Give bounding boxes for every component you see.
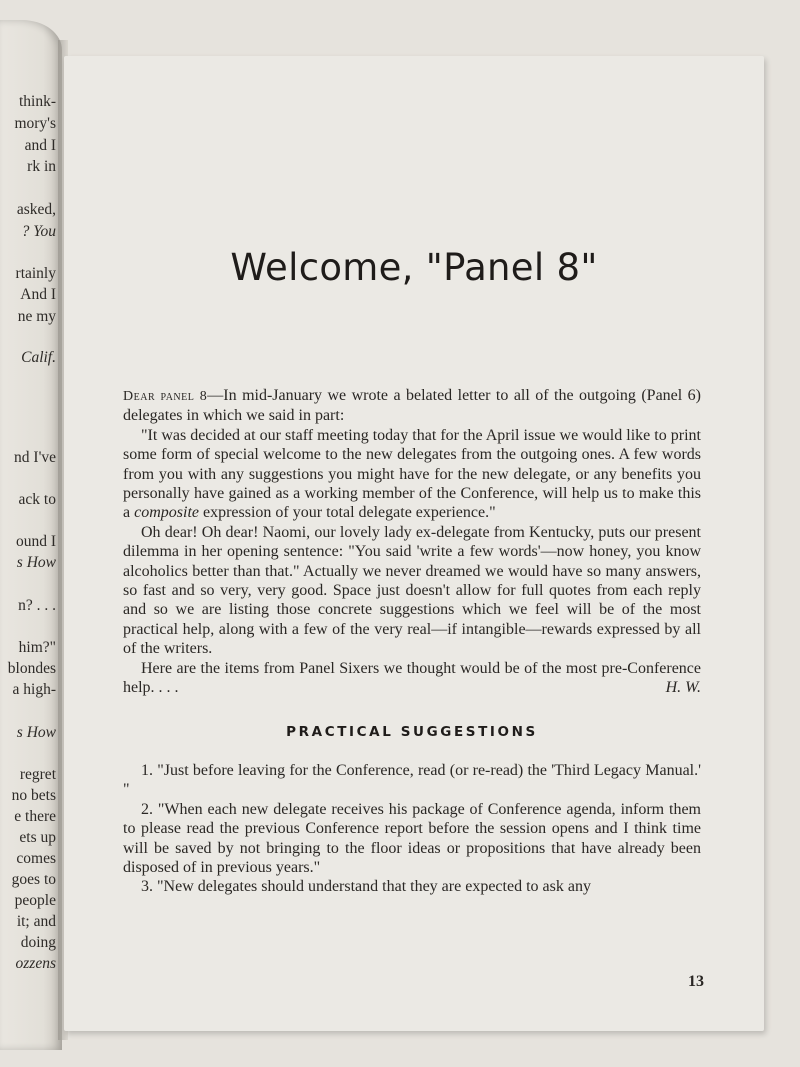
article-body	[123, 386, 701, 897]
previous-page-line: it; and	[16, 913, 56, 930]
quote-text: "It was decided at our staff meeting today that for the April issue we would like to print some form of special welcome to the new delegates from the outgoing ones. A few words from you with any suggestions you might have for the new delegate, or any benefits you personally have gained as a working member of the Conference, will help us to make this a	[123, 426, 701, 522]
previous-page-line: s How	[16, 724, 56, 741]
previous-page-line: rtainly	[15, 265, 56, 282]
paragraph-quote	[123, 426, 701, 523]
paragraph-naomi: Oh dear! Oh dear! Naomi, our lovely lady ex-delegate from Kentucky, puts our present dilemma in her opening sentence: "You said 'write a few words'—now honey, you know alcoholics better than that." Actually we never dreamed we would have so many answers, so fast and so very, very good. Space just doesn't allow for full quotes from each reply and so we are listing those concrete suggestions which we feel will be of the most practical help, along with a few of the very real—if intangible—rewards expressed by all of the writers.	[123, 523, 701, 658]
previous-page-line: doing	[20, 934, 56, 951]
page-number: 13	[688, 973, 704, 990]
page-title: Welcome, "Panel 8"	[230, 246, 598, 289]
previous-page-line: rk in	[27, 158, 56, 175]
previous-page-line: Calif.	[21, 349, 56, 366]
intro-text: —In mid-January we wrote a belated letter to all of the outgoing (Panel 6) delegates in which we said in part:	[123, 387, 701, 425]
paragraph-intro	[123, 386, 701, 426]
previous-page-line: n? . . .	[18, 597, 56, 614]
previous-page-line: ets up	[19, 829, 56, 846]
previous-page-line: ack to	[18, 491, 56, 508]
previous-page-line: ? You	[21, 223, 56, 240]
previous-page-line: people	[14, 892, 56, 909]
salutation: Dear panel 8	[123, 389, 208, 404]
suggestion-item-1: 1. "Just before leaving for the Conference, read (or re-read) the 'Third Legacy Manual.' "	[123, 761, 701, 799]
paragraph-items-intro	[123, 659, 701, 698]
previous-page-line: goes to	[11, 871, 56, 888]
previous-page-line: And I	[20, 286, 56, 303]
previous-page-line: blondes	[7, 660, 56, 677]
previous-page-line: ozzens	[15, 955, 56, 972]
previous-page-line: him?"	[18, 639, 56, 656]
previous-page-line: e there	[14, 808, 56, 825]
previous-page-line: ne my	[17, 308, 56, 325]
suggestion-item-2: 2. "When each new delegate receives his package of Conference agenda, inform them to please read the previous Conference report before the session opens and I think time will be saved by not bringing to the floor ideas or propositions that have already been disposed of in previous years."	[123, 800, 701, 876]
quote-end: expression of your total delegate experience."	[202, 504, 496, 522]
quote-italic: composite	[134, 504, 199, 522]
previous-page-line: ound I	[15, 533, 56, 550]
suggestion-item-3: 3. "New delegates should understand that they are expected to ask any	[141, 878, 591, 896]
previous-page-line: s How	[16, 554, 56, 571]
previous-page-line: nd I've	[14, 449, 56, 466]
previous-page-line: and I	[24, 137, 56, 154]
article-page	[64, 56, 764, 1031]
previous-page	[0, 20, 62, 1050]
items-intro-text: Here are the items from Panel Sixers we thought would be of the most pre-Conference help. . . .	[123, 659, 701, 697]
previous-page-line: no bets	[11, 787, 56, 804]
signature: H. W.	[665, 679, 701, 697]
previous-page-line: asked,	[16, 201, 56, 218]
previous-page-line: regret	[19, 766, 56, 783]
previous-page-line: think-	[18, 93, 56, 110]
previous-page-line: comes	[16, 850, 56, 867]
previous-page-line: mory's	[14, 115, 56, 132]
section-heading: PRACTICAL SUGGESTIONS	[286, 723, 538, 740]
previous-page-line: a high-	[12, 681, 56, 698]
